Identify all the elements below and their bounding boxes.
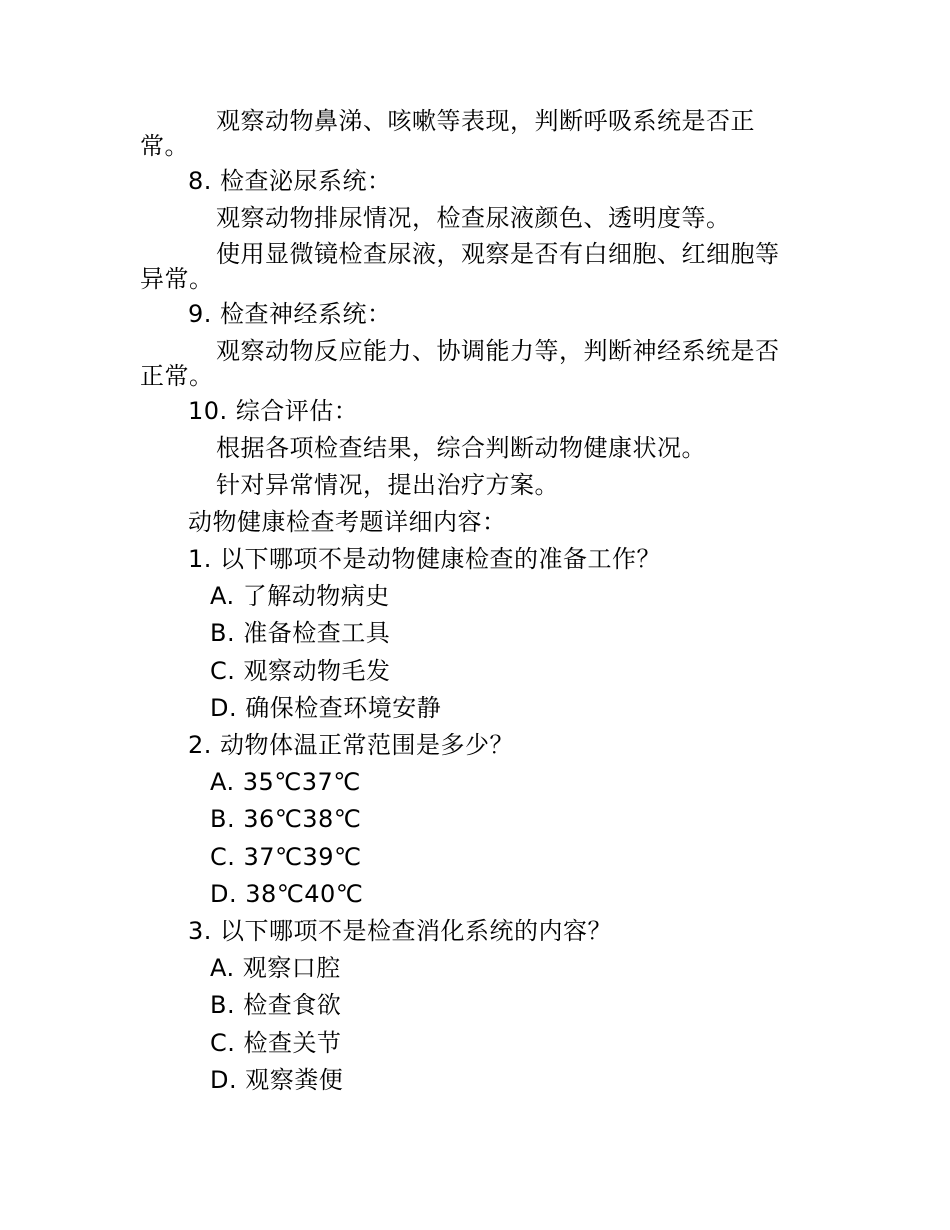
question-3-option-a: A. 观察口腔	[210, 954, 341, 982]
question-1-option-a: A. 了解动物病史	[210, 582, 390, 610]
respiratory-note-line2: 常。	[140, 132, 189, 160]
question-3: 3. 以下哪项不是检查消化系统的内容？	[188, 917, 613, 945]
question-1-option-d: D. 确保检查环境安静	[210, 694, 442, 722]
question-2-option-d: D. 38℃40℃	[210, 880, 364, 908]
question-1-option-b: B. 准备检查工具	[210, 619, 391, 647]
question-1: 1. 以下哪项不是动物健康检查的准备工作？	[188, 545, 662, 573]
section10-heading: 10. 综合评估：	[188, 397, 359, 425]
question-3-option-b: B. 检查食欲	[210, 991, 342, 1019]
section10-item2: 针对异常情况，提出治疗方案。	[216, 471, 559, 499]
section9-item1-line1: 观察动物反应能力、协调能力等，判断神经系统是否	[216, 337, 780, 365]
section8-item1: 观察动物排尿情况，检查尿液颜色、透明度等。	[216, 204, 731, 232]
section9-item1-line2: 正常。	[140, 362, 214, 390]
question-2-option-b: B. 36℃38℃	[210, 805, 362, 833]
section8-item2-line1: 使用显微镜检查尿液，观察是否有白细胞、红细胞等	[216, 240, 780, 268]
section10-item1: 根据各项检查结果，综合判断动物健康状况。	[216, 434, 706, 462]
exam-title: 动物健康检查考题详细内容：	[188, 508, 507, 536]
question-3-option-c: C. 检查关节	[210, 1029, 342, 1057]
question-2-option-c: C. 37℃39℃	[210, 843, 362, 871]
question-3-option-d: D. 观察粪便	[210, 1066, 344, 1094]
question-2: 2. 动物体温正常范围是多少？	[188, 731, 515, 759]
section8-item2-line2: 异常。	[140, 265, 214, 293]
section9-heading: 9. 检查神经系统：	[188, 300, 392, 328]
question-1-option-c: C. 观察动物毛发	[210, 657, 391, 685]
section8-heading: 8. 检查泌尿系统：	[188, 167, 392, 195]
respiratory-note-line1: 观察动物鼻涕、咳嗽等表现，判断呼吸系统是否正	[216, 107, 755, 135]
question-2-option-a: A. 35℃37℃	[210, 768, 361, 796]
